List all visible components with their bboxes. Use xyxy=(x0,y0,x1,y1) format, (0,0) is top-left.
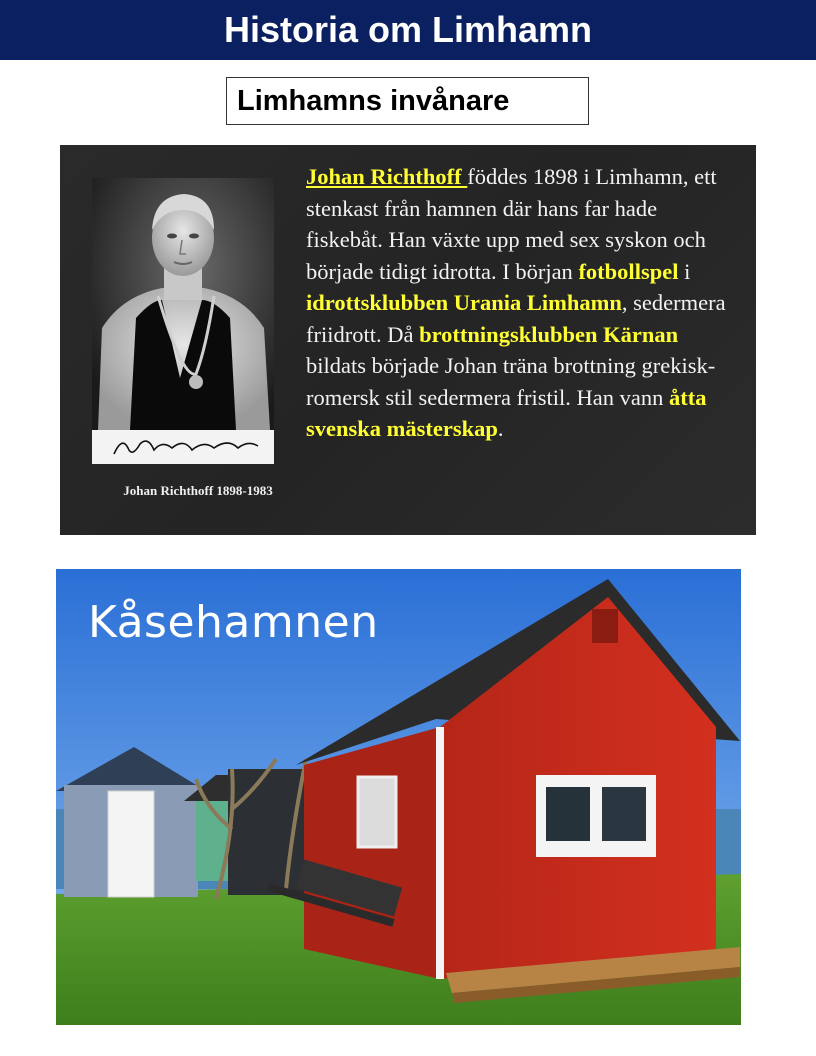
portrait-image xyxy=(92,178,274,464)
bio-text-3: , sedermera friidrott. Då xyxy=(306,290,726,347)
page-title: Historia om Limhamn xyxy=(223,9,593,50)
bio-text-2: i xyxy=(678,258,691,284)
bio-text-1: föddes 1898 i Limhamn, ett stenkast från hamnen där hans far hade fiskebåt. Han växte upp med sex syskon och började tidigt idrotta. I början xyxy=(306,164,717,284)
bio-panel xyxy=(60,145,756,535)
biography-text xyxy=(306,161,736,445)
highlight-wrestling-club: brottningsklubben Kärnan xyxy=(419,321,679,347)
subtitle-label: Limhamns invånare xyxy=(237,85,510,117)
highlight-club: idrottsklubben Urania Limhamn xyxy=(306,290,622,315)
harbor-title: Kåsehamnen xyxy=(88,597,379,648)
highlight-football: fotbollspel xyxy=(578,258,679,284)
harbor-photo xyxy=(56,569,741,1025)
photo-caption: Johan Richthoff 1898-1983 xyxy=(123,483,273,498)
portrait-photo xyxy=(92,178,274,464)
subtitle-box xyxy=(226,77,589,125)
name-link[interactable]: Johan Richthoff xyxy=(306,164,468,189)
highlight-championships: åtta svenska mästerskap xyxy=(306,384,707,441)
bio-text-4: bildats började Johan träna brottning grekisk-romersk stil sedermera fristil. Han vann xyxy=(306,353,716,410)
bio-text-5: . xyxy=(497,416,504,441)
